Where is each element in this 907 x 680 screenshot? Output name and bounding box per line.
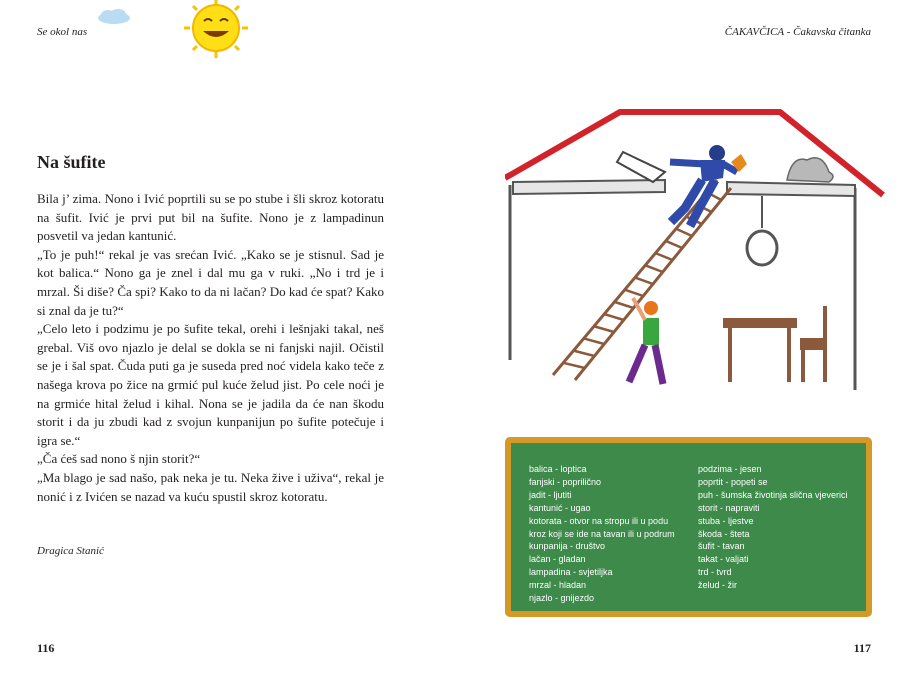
glossary-item: fanjski - poprilično	[529, 476, 602, 487]
story-paragraph: Bila j’ zima. Nono i Ivić poprtili su se po stube i šli skroz kotoratu na šufit. Ivić je prvi put bil na šufite. Nono je z lampadinun posvetil va jedan kantunić.	[37, 191, 384, 244]
glossary-item: škoda - šteta	[698, 528, 750, 539]
glossary-board	[505, 437, 872, 617]
glossary-item: poprtit - popeti se	[698, 476, 768, 487]
glossary-item: balica - loptica	[529, 464, 587, 474]
glossary-item: takat - valjati	[698, 554, 749, 565]
ladder-rung	[666, 241, 683, 248]
ladder-rung	[594, 326, 614, 332]
story-text	[37, 190, 384, 506]
glossary-item: puh - šumska životinja slična vjeverici	[698, 489, 848, 500]
author: Dragica Stanić	[37, 545, 104, 557]
ladder-rung	[635, 278, 653, 285]
ladder-rung	[604, 314, 624, 320]
header-left: Se okol nas	[37, 26, 88, 38]
glossary-item: jadit - ljutiti	[529, 489, 572, 500]
glossary-item: lačan - gladan	[529, 554, 586, 565]
sun-icon	[181, 0, 251, 58]
glossary-item: storit - napraviti	[698, 502, 760, 513]
story-paragraph: „Celo leto i podzimu je po šufite tekal, orehi i lešnjaki takal, neš grebal. Viš ovo njazlo je delal se dokla se ni fanjski najil. Očistil se je i šal spat. Čuda puti ga je suseda pred noć videla kako teče z našega krova po žice na grmić pul kuće želud jist. Po cele noći je na grmiće hital želud i kihal. Nona se je jadila da će nan škodu storit i da ju zbudi kad z svojun kunpanijun po šufite potečuje i igra se.“	[37, 321, 384, 448]
glossary-column-left	[529, 463, 709, 605]
ladder-rung	[563, 363, 585, 368]
ladder-rung	[645, 265, 663, 272]
story-title: Na šufite	[37, 152, 106, 172]
glossary-item: želud - žir	[698, 580, 738, 591]
ladder-rung	[574, 351, 595, 356]
cloud-icon	[96, 8, 132, 26]
story-paragraph: „Ma blago je sad našo, pak neka je tu. Neka živе i uživa“, rekal je nonić i z Ivićen se nazad va kuću spustil skroz kotoratu.	[37, 469, 384, 504]
story-paragraph: „Ča ćeš sad nono š njin storit?“	[37, 451, 201, 467]
glossary-item: kroz koji se ide na tavan ili u podrum	[529, 528, 675, 539]
glossary-column-right	[698, 463, 878, 592]
page-number-right: 117	[853, 641, 871, 655]
glossary-item: stuba - ljestve	[698, 515, 754, 526]
glossary-item: šufit - tavan	[698, 541, 745, 552]
glossary-item: njazlo - gnijezdo	[529, 593, 595, 604]
glossary-item: kunpanija - društvo	[529, 541, 606, 552]
glossary-item: podzima - jesen	[698, 464, 762, 474]
attic-illustration	[505, 100, 890, 395]
header-right: ČAKAVČICA - Čakavska čitanka	[724, 26, 871, 38]
ladder-rung	[656, 253, 673, 260]
page-number-left: 116	[37, 641, 55, 655]
ladder-rung	[676, 229, 692, 236]
ladder-rung	[615, 302, 634, 308]
glossary-item: kantunić - ugao	[529, 502, 591, 513]
ladder-rung	[584, 338, 605, 344]
glossary-item: kotorata - otvor na stropu ili u podu	[529, 515, 669, 526]
glossary-item: lampadina - svjetiljka	[529, 567, 613, 578]
glossary-item: mrzal - hladan	[529, 580, 587, 591]
story-paragraph: „To je puh!“ rekal je vas srećan Ivić. „Kako se je stisnul. Sad je kot balica.“ Nono ga je znel i dal mu ga v ruki. „No i trd je i mrzal. Ši diše? Ča spi? Kako to da ni lačan? Do kad će spat? Kako si znal da je tu?“	[37, 246, 384, 318]
ladder-rung	[625, 290, 644, 296]
glossary-item: trd - tvrd	[698, 567, 732, 578]
